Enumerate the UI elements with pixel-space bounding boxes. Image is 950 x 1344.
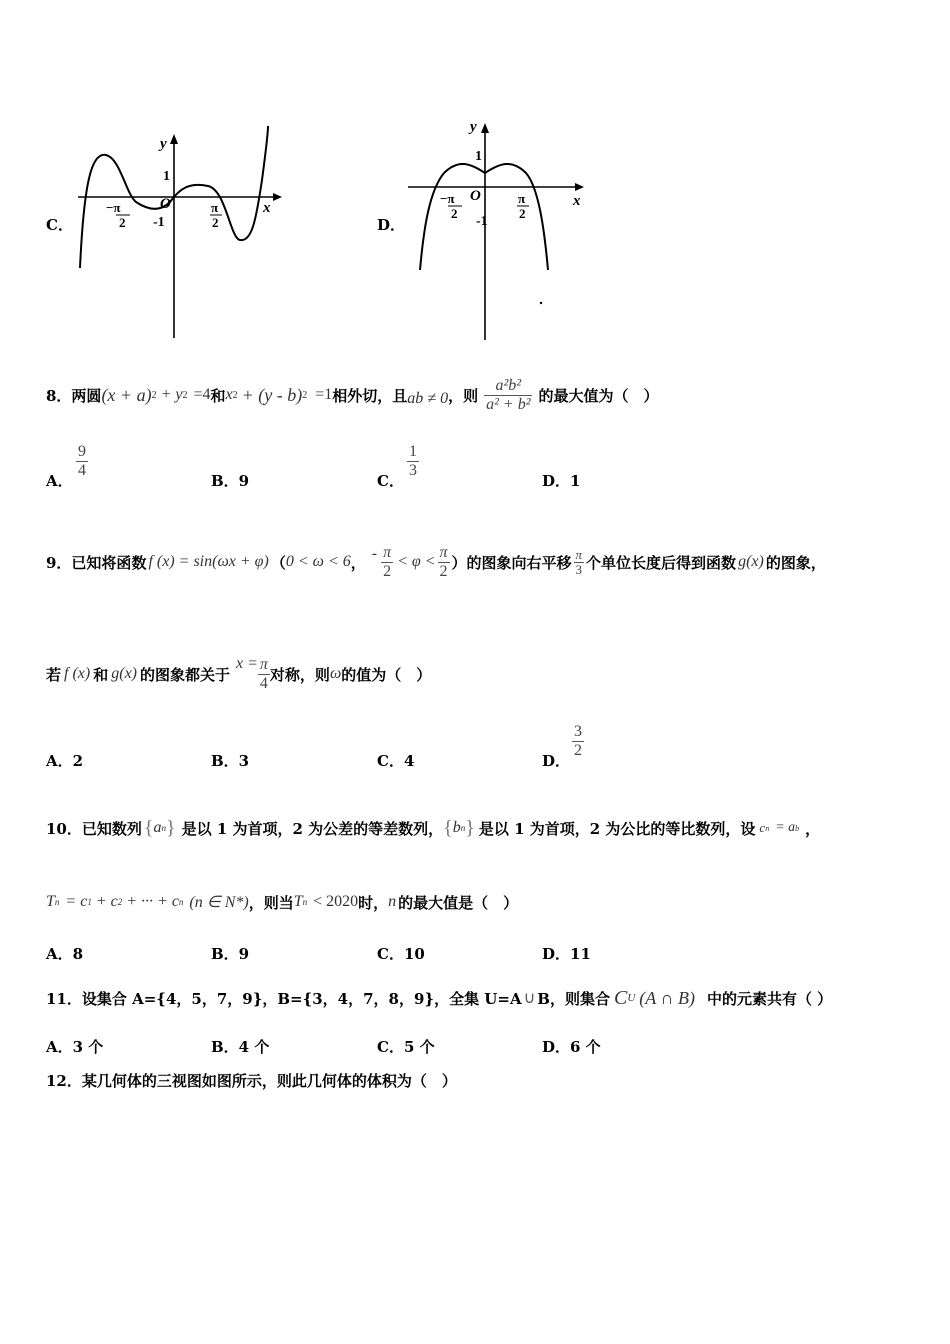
q9-omega-range: 0 < ω < 6 xyxy=(285,553,351,570)
graph-c-neg-pi: −π xyxy=(106,200,121,215)
graph-c-pi: π xyxy=(211,200,219,215)
q8-sq2: 2 xyxy=(182,389,188,401)
question-8 xyxy=(46,360,659,430)
q10-option-c: C．10 xyxy=(377,945,425,963)
graph-d xyxy=(400,115,600,345)
q8-fraction: $\frac{\text{a²b²}}{\text{a² + b²}}$ xyxy=(486,376,531,413)
q9-function-g: g(x) xyxy=(738,553,764,570)
graph-c-y-label: y xyxy=(160,136,167,152)
question-9-line2: 若 f (x) 和 g(x) 的图象都关于 x = $\frac{\pi}{4}$ 对称，则 ω 的值为（ ） xyxy=(46,655,432,692)
q9-shift: $\frac{\pi}{3}$ xyxy=(575,546,583,577)
q8-option-a-value: $\frac{9}{4}$ xyxy=(78,443,86,479)
graph-c-x-label: x xyxy=(263,200,271,216)
q9-option-c: C．4 xyxy=(377,752,415,770)
graph-d-x-label: x xyxy=(573,193,581,209)
graph-c-neg-pi-den: 2 xyxy=(119,215,126,230)
q8-sq4: 2 xyxy=(302,389,308,401)
q9-option-d-value: $\frac{3}{2}$ xyxy=(574,723,582,759)
q9-neg-pi-half: $\frac{\pi}{2}$ xyxy=(383,543,392,580)
graph-c-origin: O xyxy=(160,196,171,212)
q8-cond: ab ≠ 0 xyxy=(407,390,449,407)
q8-and: 和 xyxy=(210,386,226,405)
q8-circle1-eq: =4 xyxy=(193,386,211,403)
q8-circle2-eq: =1 xyxy=(315,386,333,403)
q11-option-c: C．5 个 xyxy=(377,1038,435,1056)
graph-c-tick-neg1: -1 xyxy=(153,215,165,230)
graph-c-tick-1: 1 xyxy=(163,169,170,184)
q11-option-a: A．3 个 xyxy=(46,1038,104,1056)
q9-pi-half: $\frac{\pi}{2}$ xyxy=(439,543,448,580)
graph-c xyxy=(70,120,290,345)
question-9-line1: 9．已知将函数 f (x) = sin(ωx + φ) （ 0 < ω < 6 ， - $\frac{\pi}{2}$ < φ < $\frac{\pi}{2}$ ）的图象向右平移 $\frac{\pi}{3}$ 个单位长度后得到函数 g(x) 的图象， xyxy=(46,543,826,580)
graph-c-pi-den: 2 xyxy=(212,215,219,230)
graph-d-neg-pi-den: 2 xyxy=(451,206,458,221)
q9-phi-range: < φ < xyxy=(397,553,436,570)
q8-option-c-label: C． xyxy=(377,472,404,490)
graph-d-y-label: y xyxy=(470,119,477,135)
q10-an: a xyxy=(153,819,162,836)
graph-d-origin: O xyxy=(470,188,481,204)
q8-circle2-b: + (y - b) xyxy=(241,384,303,405)
q8-sq3: 2 xyxy=(232,389,238,401)
graph-d-neg-pi: −π xyxy=(440,191,455,206)
graph-d-pi: π xyxy=(518,191,526,206)
q8-option-d: D．1 xyxy=(542,472,581,490)
q8-option-b: B．9 xyxy=(211,472,250,490)
q8-option-a-label: A． xyxy=(46,472,73,490)
question-10-line1: 10．已知数列 { a n } 是以 1 为首项，2 为公差的等差数列， { b n } 是以 1 为首项，2 为公比的等比数列，设 c n = a b ， xyxy=(46,816,821,839)
q8-option-c-value: $\frac{1}{3}$ xyxy=(409,443,417,479)
question-12: 12．某几何体的三视图如图所示，则此几何体的体积为（ ） xyxy=(46,1072,457,1090)
graph-d-pi-den: 2 xyxy=(519,206,526,221)
q9-option-a: A．2 xyxy=(46,752,84,770)
q8-mid: 相外切，且 xyxy=(332,386,408,405)
q9-function-f: f (x) = sin(ωx + φ) xyxy=(148,553,269,570)
q8-circle2-a: x xyxy=(225,386,233,403)
q8-suffix: 的最大值为（ ） xyxy=(538,386,659,405)
question-11: 11．设集合 A={4，5，7，9}，B={3，4，7，8，9}，全集 U=A ∪ B，则集合 C U (A ∩ B) 中的元素共有（ ） xyxy=(46,986,833,1009)
q10-option-b: B．9 xyxy=(211,945,250,963)
option-c-label: C． xyxy=(46,216,73,234)
graph-d-tick-1: 1 xyxy=(475,149,482,164)
question-10-line2: T n = c 1 + c 2 + ··· + c n (n ∈ N*) ，则当 T n < 2020 时， n 的最大值是（ ） xyxy=(46,893,519,912)
q8-circle1-a: (x + a) xyxy=(101,384,152,405)
q11-option-b: B．4 个 xyxy=(211,1038,270,1056)
q9-option-d-label: D． xyxy=(542,752,571,770)
q9-axis-value: $\frac{\pi}{4}$ xyxy=(259,655,268,692)
q9-option-b: B．3 xyxy=(211,752,250,770)
q11-option-d: D．6 个 xyxy=(542,1038,601,1056)
q10-option-a: A．8 xyxy=(46,945,84,963)
q8-sq1: 2 xyxy=(151,389,157,401)
q8-circle1-b: + y xyxy=(160,386,183,403)
option-d-label: D． xyxy=(377,216,406,234)
graph-d-tick-neg1: -1 xyxy=(476,214,488,229)
q8-then: ，则 xyxy=(448,386,479,405)
q10-bn: b xyxy=(452,819,461,836)
q10-option-d: D．11 xyxy=(542,945,591,963)
q8-prefix: 8．两圆 xyxy=(46,386,102,405)
